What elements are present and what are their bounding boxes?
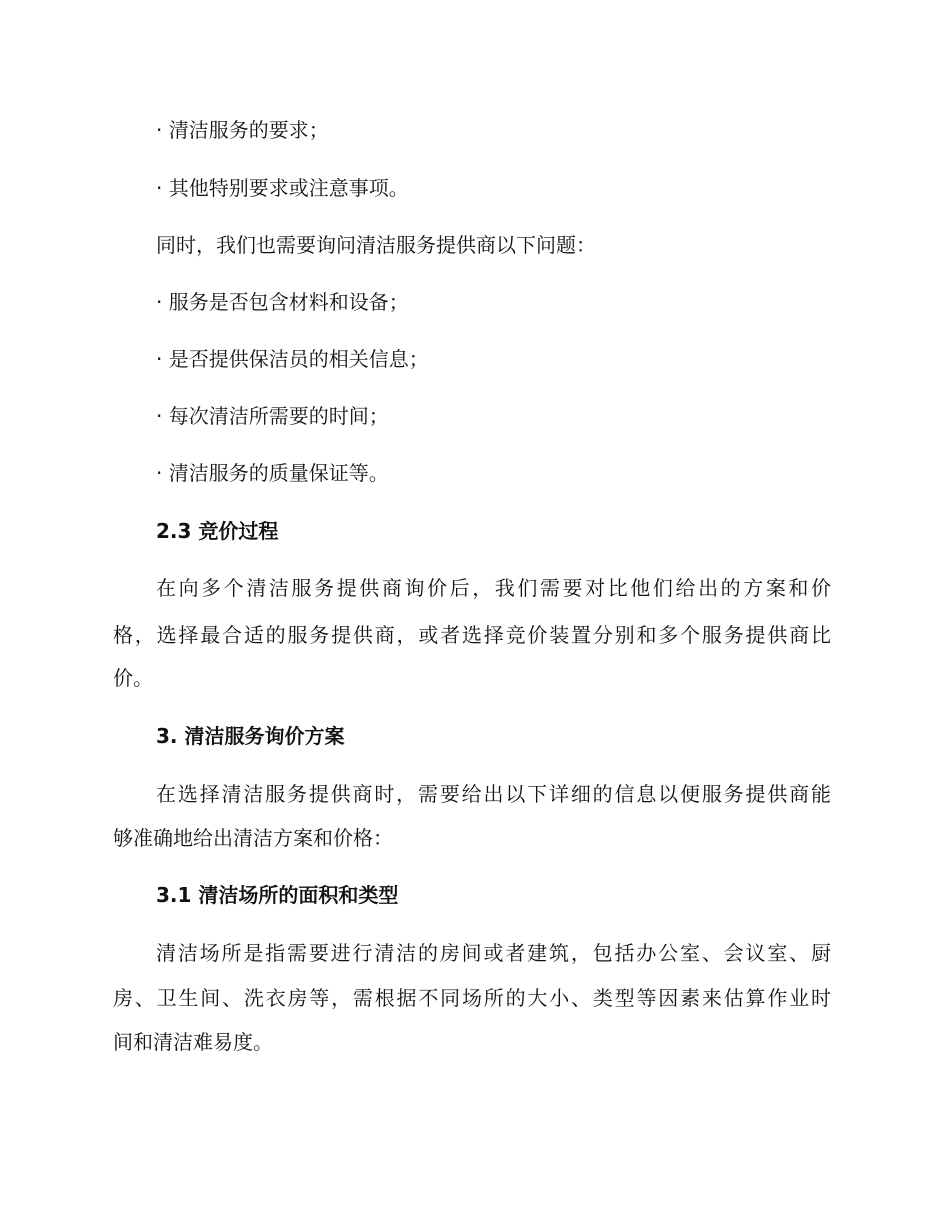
paragraph-intro-questions: 同时，我们也需要询问清洁服务提供商以下问题： bbox=[156, 233, 596, 257]
bullet-item: · 清洁服务的质量保证等。 bbox=[156, 461, 389, 485]
paragraph-line: 清洁场所是指需要进行清洁的房间或者建筑，包括办公室、会议室、厨 bbox=[156, 941, 831, 965]
paragraph-line: 格，选择最合适的服务提供商，或者选择竞价装置分别和多个服务提供商比 bbox=[113, 623, 831, 647]
bullet-item: · 清洁服务的要求； bbox=[156, 118, 329, 142]
bullet-item: · 其他特别要求或注意事项。 bbox=[156, 176, 409, 200]
bullet-item: · 每次清洁所需要的时间； bbox=[156, 404, 389, 428]
section-heading-3: 3. 清洁服务询价方案 bbox=[156, 724, 345, 748]
section-heading-2-3: 2.3 竞价过程 bbox=[156, 519, 279, 543]
paragraph-line: 价。 bbox=[113, 666, 153, 690]
paragraph-line: 够准确地给出清洁方案和价格： bbox=[113, 826, 393, 850]
paragraph-line: 间和清洁难易度。 bbox=[113, 1030, 273, 1054]
paragraph-line: 在选择清洁服务提供商时，需要给出以下详细的信息以便服务提供商能 bbox=[156, 782, 831, 806]
bullet-item: · 服务是否包含材料和设备； bbox=[156, 290, 409, 314]
paragraph-line: 房、卫生间、洗衣房等，需根据不同场所的大小、类型等因素来估算作业时 bbox=[113, 986, 831, 1010]
section-heading-3-1: 3.1 清洁场所的面积和类型 bbox=[156, 883, 399, 907]
paragraph-line: 在向多个清洁服务提供商询价后，我们需要对比他们给出的方案和价 bbox=[156, 576, 831, 600]
bullet-item: · 是否提供保洁员的相关信息； bbox=[156, 347, 429, 371]
